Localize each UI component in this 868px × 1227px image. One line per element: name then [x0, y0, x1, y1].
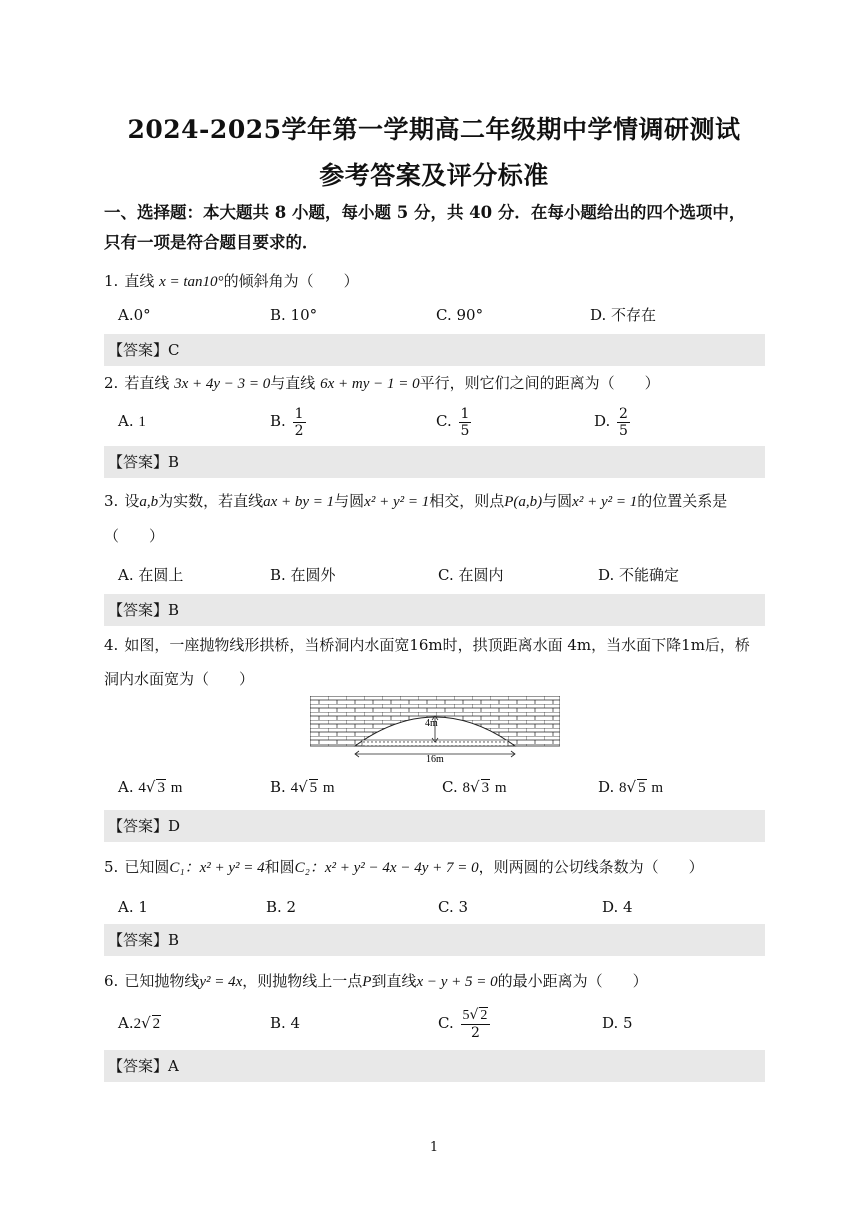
q6-option-d: D. 5 [602, 1014, 633, 1032]
q1-options [118, 298, 768, 332]
q1-answer: 【答案】C [104, 334, 765, 366]
q2-option-c: C. $\frac{1}{5}$ [436, 405, 470, 439]
q4-option-b: B. 4√ 5 m [270, 778, 335, 796]
q2-option-b: B. $\frac{1}{2}$ [270, 405, 304, 439]
page-number: 1 [429, 1140, 439, 1155]
question-2: 2. 若直线 3x + 4y − 3 = 0与直线 6x + my − 1 = 0平行，则它们之间的距离为（ ） [104, 374, 660, 392]
q6-option-c: C. $\frac{5√ 2}{2}$ [438, 1006, 492, 1041]
q1-math: x = tan10° [159, 274, 224, 290]
q3-option-b: B. 在圆外 [270, 566, 336, 584]
fraction: $\frac{5√ 2}{2}$ [461, 1007, 491, 1041]
q5-answer: 【答案】B [104, 924, 765, 956]
q4-option-d: D. 8√ 5 m [598, 778, 664, 796]
q4-options [118, 770, 768, 804]
question-1: 1. 直线 x = tan10°的倾斜角为（ ） [104, 272, 359, 290]
q3-options [118, 558, 768, 592]
q2-option-d: D. $\frac{2}{5}$ [594, 405, 628, 439]
q6-option-a: A.2√ 2 [118, 1014, 161, 1032]
question-5: 5. 已知圆C₁：x² + y² = 4和圆C₂：x² + y² − 4x − 4y + 7 = 0，则两圆的公切线条数为（ ） [104, 858, 704, 876]
bridge-figure [310, 696, 560, 764]
q4-answer: 【答案】D [104, 810, 765, 842]
q2-answer: 【答案】B [104, 446, 765, 478]
q3-answer: 【答案】B [104, 594, 765, 626]
question-4: 4. 如图，一座抛物线形拱桥，当桥洞内水面宽16m时，拱顶距离水面 4m，当水面下降1m后，桥 洞内水面宽为（ ） [104, 636, 750, 688]
page-title: 2024-2025学年第一学期高二年级期中学情调研测试 [127, 115, 741, 144]
q4-option-a: A. 4√ 3 m [118, 778, 183, 796]
question-6: 6. 已知抛物线y² = 4x，则抛物线上一点P到直线x − y + 5 = 0的最小距离为（ ） [104, 972, 648, 990]
q5-option-b: B. 2 [266, 898, 297, 916]
q6-answer: 【答案】A [104, 1050, 765, 1082]
q5-option-a: A. 1 [118, 898, 148, 916]
bridge-diagram [310, 696, 560, 764]
fraction: $\frac{1}{2}$ [294, 405, 304, 439]
q6-options [118, 1006, 768, 1046]
q1-option-c: C. 90° [436, 306, 484, 324]
section-heading: 一、选择题：本大题共 8 小题，每小题 5 分，共 40 分．在每小题给出的四个选项中， 只有一项是符合题目要求的． [104, 203, 746, 252]
page-subtitle: 参考答案及评分标准 [319, 161, 549, 190]
q2-options [118, 404, 768, 444]
q4-option-c: C. 8√ 3 m [442, 778, 507, 796]
q3-option-d: D. 不能确定 [598, 566, 680, 584]
q2-option-a: A. 1 [118, 412, 146, 430]
width-label: 16m [426, 754, 444, 764]
height-label: 4m [425, 718, 438, 729]
q1-option-b: B. 10° [270, 306, 318, 324]
q5-option-c: C. 3 [438, 898, 469, 916]
q5-options [118, 890, 768, 924]
q1-option-a: A.0° [118, 306, 151, 324]
q6-option-b: B. 4 [270, 1014, 301, 1032]
q3-option-a: A. 在圆上 [118, 566, 184, 584]
q5-option-d: D. 4 [602, 898, 633, 916]
fraction: $\frac{2}{5}$ [619, 405, 628, 439]
q1-option-d: D. 不存在 [590, 306, 657, 324]
question-3: 3. 设a,b为实数，若直线ax + by = 1与圆x² + y² = 1相交，则点P(a,b)与圆x² + y² = 1的位置关系是 （ ） [104, 492, 728, 545]
fraction: $\frac{1}{5}$ [460, 405, 470, 439]
q3-option-c: C. 在圆内 [438, 566, 504, 584]
